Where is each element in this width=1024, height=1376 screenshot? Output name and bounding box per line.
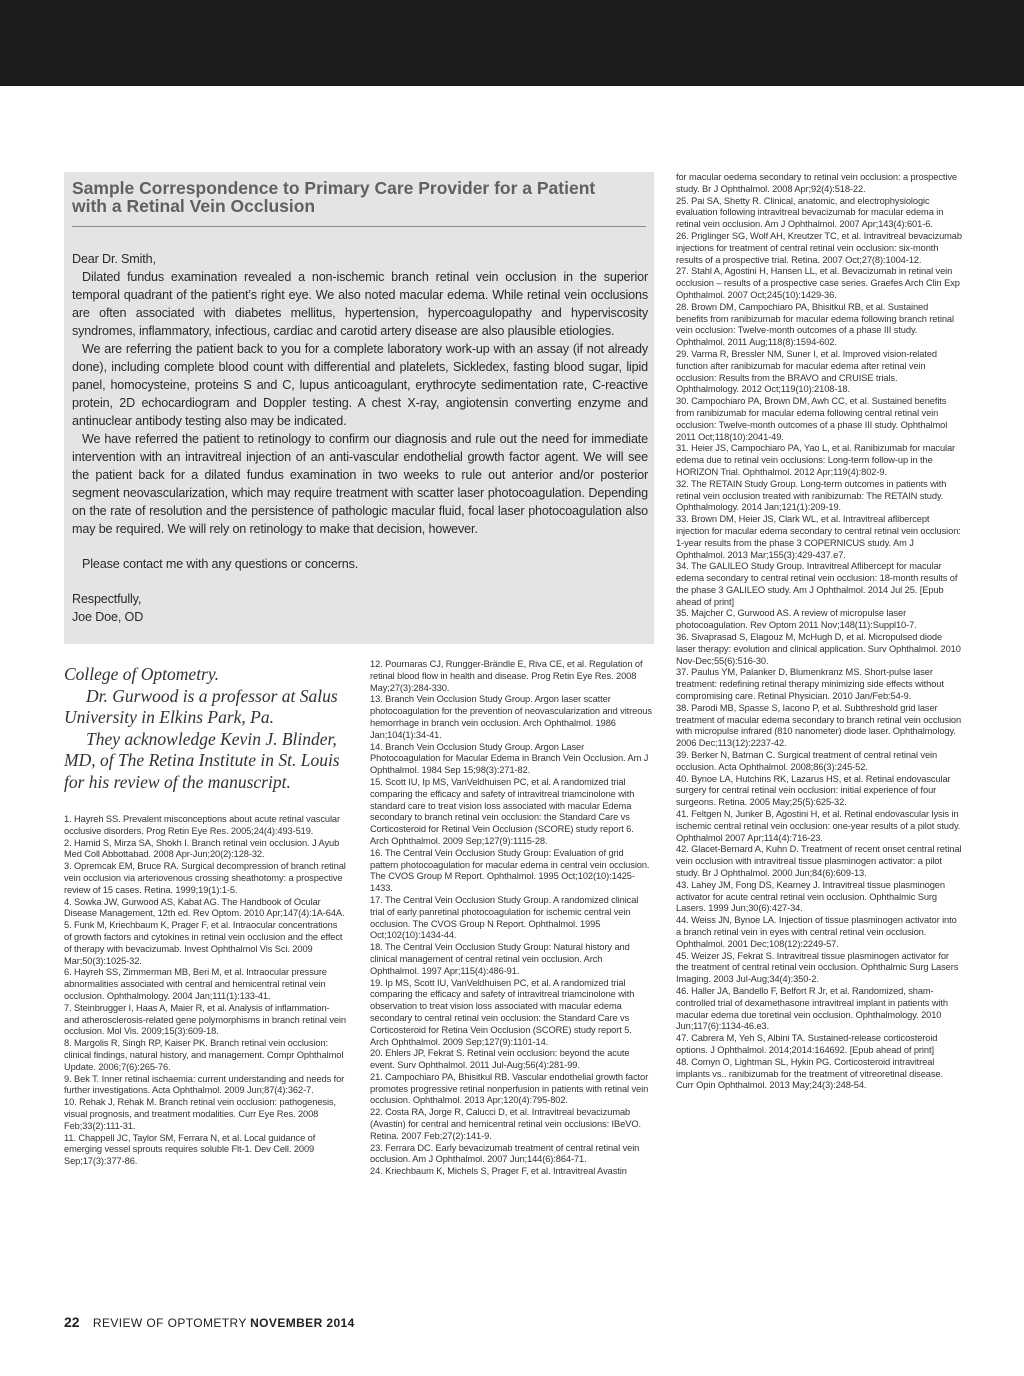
reference-item: 19. Ip MS, Scott IU, VanVeldhuisen PC, et al. A randomized trial comparing the efficacy and safety of intravitreal triamcinolone with observation to treat vision loss associated with macular edema secondary to central retinal vein occlusion: the Standard Care vs Corticosteroid for Retina Vein Occlusion (SCORE) study report 5. Arch Ophthalmol. 2009 Sep;127(9):1101-14. <box>370 977 635 1047</box>
author-affiliation-note <box>64 664 354 793</box>
sidebar-divider <box>72 226 646 227</box>
publication-name: REVIEW OF OPTOMETRY <box>92 1316 247 1330</box>
reference-item: 35. Majcher C, Gurwood AS. A review of micropulse laser photocoagulation. Rev Optom 2011 Nov;148(11):Suppl10-7. <box>676 608 917 631</box>
reference-item: 10. Rehak J, Rehak M. Branch retinal vein occlusion: pathogenesis, visual prognosis, and treatment modalities. Curr Eye Res. 2008 Feb;33(2):111-31. <box>64 1097 336 1131</box>
sample-letter-sidebar <box>64 172 654 644</box>
reference-item: 43. Lahey JM, Fong DS, Kearney J. Intravitreal tissue plasminogen activator for acute central retinal vein occlusion. Ophthalmic Surg Lasers. 1999 Jun;30(6):427-34. <box>676 879 945 914</box>
reference-item: 33. Brown DM, Heier JS, Clark WL, et al. Intravitreal aflibercept injection for macular edema secondary to central retinal vein occlusion: 1-year results from the phase 3 COPERNICUS study. Am J Ophthalmol. 2013 Mar;155(3):429-437.e7. <box>676 514 961 560</box>
reference-item: 48. Comyn O, Lightman SL, Hykin PG. Corticosteroid intravitreal implants vs.. ranibizumab for the treatment of vitreoretinal disease. Curr Opin Ophthalmol. 2013 May;24(3):248-54. <box>676 1056 943 1091</box>
letter-closing-request: Please contact me with any questions or concerns. <box>82 557 359 571</box>
affiliation-line: Dr. Gurwood is a professor at Salus University in Elkins Park, Pa. <box>64 685 338 727</box>
letter-paragraph: We have referred the patient to retinology to confirm our diagnosis and rule out the need for immediate intervention with an intravitreal injection of an anti-vascular endothelial growth factor agent. We will see the patient back for a dilated fundus examination in two weeks to rule out anterior and/or posterior segment neovascularization, which may require treatment with scatter laser photocoagulation. Depending on the rate of resolution and the persistence of pathologic macular fluid, focal laser photocoagulation also may be required. We will rely on retinology to make that decision, however. <box>72 432 648 536</box>
reference-item: 34. The GALILEO Study Group. Intravitreal Aflibercept for macular edema secondary to central retinal vein occlusion: 18-month results of the phase 3 GALILEO study. Am J Ophthalmol. 2014 Jul 25. [Epub ahead of print] <box>676 561 958 607</box>
sidebar-title: Sample Correspondence to Primary Care Provider for a Patient with a Retinal Vein Occlusion <box>72 178 596 216</box>
top-header-bar <box>0 0 1024 86</box>
reference-item: 44. Weiss JN, Bynoe LA. Injection of tissue plasminogen activator into a branch retinal vein in eyes with central retinal vein occlusion. Ophthalmol. 2001 Dec;108(12):2249-57. <box>676 915 957 949</box>
reference-item: 14. Branch Vein Occlusion Study Group. Argon Laser Photocoagulation for Macular Edema in Branch Vein Occlusion. Am J Ophthalmol. 1984 Sep 15;98(3):271-82. <box>370 741 649 776</box>
reference-item: 20. Ehlers JP, Fekrat S. Retinal vein occlusion: beyond the acute event. Surv Ophthalmol. 2011 Jul-Aug;56(4):281-99. <box>370 1048 630 1071</box>
reference-item: 26. Priglinger SG, Wolf AH, Kreutzer TC, et al. Intravitreal bevacizumab injections for treatment of central retinal vein occlusion: six-month results of a prospective trial. Retina. 2007 Oct;27(8):1004-12. <box>676 230 962 265</box>
reference-item: 40. Bynoe LA, Hutchins RK, Lazarus HS, et al. Retinal endovascular surgery for central retinal vein occlusion: initial experience of four surgeons. Retina. 2005 May;25(5):625-32. <box>676 773 951 808</box>
reference-item: 17. The Central Vein Occlusion Study Group. A randomized clinical trial of early panretinal photocoagulation for ischemic central vein occlusion. The CVOS Group N Report. Ophthalmol. 1995 Oct;102(10):1434-44. <box>370 894 639 941</box>
affiliation-line: College of Optometry. <box>64 664 220 684</box>
reference-item: 21. Campochiaro PA, Bhisitkul RB. Vascular endothelial growth factor promotes progressive retinal nonperfusion in patients with retinal vein occlusion. Ophthalmol. 2013 Apr;120(4):795-802. <box>370 1071 649 1106</box>
reference-item: 23. Ferrara DC. Early bevacizumab treatment of central retinal vein occlusion. Am J Ophthalmol. 2007 Jun;144(6):864-71. <box>370 1142 640 1165</box>
reference-item: 12. Pournaras CJ, Rungger-Brändle E, Riva CE, et al. Regulation of retinal blood flow in health and disease. Prog Retin Eye Res. 2008 May;27(3):284-330. <box>370 659 643 693</box>
reference-item: 36. Sivaprasad S, Elagouz M, McHugh D, et al. Micropulsed diode laser therapy: evolution and clinical application. Surv Ophthalmol. 2010 Nov-Dec;55(6):516-30. <box>676 632 961 666</box>
reference-item: 6. Hayreh SS, Zimmerman MB, Beri M, et al. Intraocular pressure abnormalities associated with central and hemicentral retinal vein occlusion. Ophthalmology. 2004 Jan;111(1):133-41. <box>64 967 327 1001</box>
reference-item: 13. Branch Vein Occlusion Study Group. Argon laser scatter photocoagulation for the prevention of neovascularization and vitreous hemorrhage in branch vein occlusion. Arch Ophthalmol. 1986 Jan;104(1):34-41. <box>370 694 652 740</box>
reference-item: 11. Chappell JC, Taylor SM, Ferrara N, et al. Local guidance of emerging vessel sprouts requires soluble Flt-1. Dev Cell. 2009 Sep;17(3):377-86. <box>64 1132 316 1167</box>
letter-salutation: Dear Dr. Smith, <box>72 252 156 266</box>
page-number: 22 <box>64 1314 80 1330</box>
letter-paragraph: We are referring the patient back to you for a complete laboratory work-up with an assay (if not already done), including complete blood count with differential and platelets, Sickledex, fasting blood sugar, lipid panel, homocysteine, proteins S and C, lupus anticoagulant, erythrocyte sedimentation rate, C-reactive protein, 2D echocardiogram and Doppler testing. A chest X-ray, angiotensin converting enzyme and antinuclear antibody testing also may be indicated. <box>72 342 648 428</box>
reference-item: 4. Sowka JW, Gurwood AS, Kabat AG. The Handbook of Ocular Disease Management, 12th ed. Rev Optom. 2010 Apr;147(4):1A-64A. <box>64 896 345 919</box>
acknowledgement-line: They acknowledge Kevin J. Blinder, MD, of The Retina Institute in St. Louis for his review of the manuscript. <box>64 728 340 792</box>
reference-item: 9. Bek T. Inner retinal ischaemia: current understanding and needs for further investigations. Acta Ophthalmol. 2009 Jun;87(4):362-7. <box>64 1073 345 1096</box>
issue-date: NOVEMBER 2014 <box>250 1316 355 1330</box>
reference-item: 30. Campochiaro PA, Brown DM, Awh CC, et al. Sustained benefits from ranibizumab for macular edema following central retinal vein occlusion: Twelve-month outcomes of a phase III study. Ophthalmol 2011 Oct;118(10):2041-49. <box>676 396 948 442</box>
reference-item: 2. Hamid S, Mirza SA, Shokh I. Branch retinal vein occlusion. J Ayub Med Coll Abbottabad. 2008 Apr-Jun;20(2):128-32. <box>64 837 340 860</box>
reference-item: 24. Kriechbaum K, Michels S, Prager F, et al. Intravitreal Avastin <box>370 1166 627 1177</box>
page-footer <box>64 1314 355 1330</box>
references-column-middle <box>370 659 652 1178</box>
reference-item: 46. Haller JA, Bandello F, Belfort R Jr, et al. Randomized, sham-controlled trial of dexamethasone intravitreal implant in patients with macular edema due toretinal vein occlusion. Ophthalmology. 2010 Jun;117(6):1134-46.e3. <box>676 985 948 1032</box>
letter-signature: Joe Doe, OD <box>72 610 144 624</box>
references-column-right <box>676 172 962 1092</box>
reference-item: 45. Weizer JS, Fekrat S. Intravitreal tissue plasminogen activator for the treatment of central retinal vein occlusion. Ophthalmic Surg Lasers Imaging. 2003 Jul-Aug;34(4):350-2. <box>676 950 959 985</box>
reference-item: 18. The Central Vein Occlusion Study Group: Natural history and clinical management of central retinal vein occlusion. Arch Ophthalmol. 1997 Apr;115(4):486-91. <box>370 942 630 976</box>
reference-item: 1. Hayreh SS. Prevalent misconceptions about acute retinal vascular occlusive disorders. Prog Retin Eye Res. 2005;24(4):493-519. <box>64 814 340 836</box>
reference-item: 31. Heier JS, Campochiaro PA, Yao L, et al. Ranibizumab for macular edema due to retinal vein occlusions: Long-term follow-up in the HORIZON Trial. Ophthalmol. 2012 Apr;119(4):802-9. <box>676 443 956 477</box>
reference-item: 41. Feltgen N, Junker B, Agostini H, et al. Retinal endovascular lysis in ischemic central retinal vein occlusion: one-year results of a pilot study. Ophthalmol 2007 Apr;114(4):716-23. <box>676 809 961 843</box>
reference-item: 3. Opremcak EM, Bruce RA. Surgical decompression of branch retinal vein occlusion via arteriovenous crossing sheathotomy: a prospective review of 15 cases. Retina. 1999;19(1):1-5. <box>64 861 346 895</box>
reference-item: 7. Steinbrugger I, Haas A, Maier R, et al. Analysis of inflammation- and atherosclerosis-related gene polymorphisms in branch retinal vein occlusion. Mol Vis. 2009;15(3):609-18. <box>64 1002 346 1037</box>
reference-item: 38. Parodi MB, Spasse S, Iacono P, et al. Subthreshold grid laser treatment of macular edema secondary to branch retinal vein occlusion with micropulse infrared (810 nanometer) diode laser. Ophthalmology. 2006 Dec;113(12):2237-42. <box>676 702 962 749</box>
reference-item: 29. Varma R, Bressler NM, Suner I, et al. Improved vision-related function after ranibizumab for macular edema after retinal vein occlusion: Results from the BRAVO and CRUISE trials. Ophthalmology. 2012 Oct;119(10):2108-18. <box>676 348 937 395</box>
references-column-left <box>64 814 346 1168</box>
reference-item: 47. Cabrera M, Yeh S, Albini TA. Sustained-release corticosteroid options. J Ophthalmol. 2014;2014:164692. [Epub ahead of print] <box>676 1033 938 1055</box>
sample-letter <box>72 250 648 626</box>
reference-item: 27. Stahl A, Agostini H, Hansen LL, et al. Bevacizumab in retinal vein occlusion – results of a prospective case series. Graefes Arch Clin Exp Ophthalmol. 2007 Oct;245(10):1429-36. <box>676 266 960 300</box>
reference-item: 42. Glacet-Bernard A, Kuhn D. Treatment of recent onset central retinal vein occlusion with intravitreal tissue plasminogen activator: a pilot study. Br J Ophthalmol. 2000 Jun;84(6):609-13. <box>676 844 962 879</box>
reference-item: 39. Berker N, Batman C. Surgical treatment of central retinal vein occlusion. Acta Ophthalmol. 2008;86(3):245-52. <box>676 750 938 772</box>
reference-item: 16. The Central Vein Occlusion Study Group: Evaluation of grid pattern photocoagulation for macular edema in central vein occlusion. The CVOS Group M Report. Ophthalmol. 1995 Oct;102(10):1425-1433. <box>370 847 650 894</box>
reference-item: 25. Pai SA, Shetty R. Clinical, anatomic, and electrophysiologic evaluation following intravitreal bevacizumab for macular edema in retinal vein occlusion. Am J Ophthalmol. 2007 Apr;143(4):601-6. <box>676 195 944 230</box>
reference-item: for macular oedema secondary to retinal vein occlusion: a prospective study. Br J Ophthalmol. 2008 Apr;92(4):518-22. <box>676 172 957 194</box>
reference-item: 8. Margolis R, Singh RP, Kaiser PK. Branch retinal vein occlusion: clinical findings, natural history, and management. Compr Ophthalmol Update. 2006;7(6):265-76. <box>64 1038 344 1072</box>
reference-item: 15. Scott IU, Ip MS, VanVeldhuisen PC, et al. A randomized trial comparing the efficacy and safety of intravitreal triamcinolone with standard care to treat vision loss associated with macular Edema secondary to branch retinal vein occlusion: the Standard Care vs Corticosteroid for Retinal Vein Occlusion (SCORE) study report 6. Arch Ophthalmol. 2009 Sep;127(9):1115-28. <box>370 776 635 846</box>
reference-item: 28. Brown DM, Campochiaro PA, Bhisitkul RB, et al. Sustained benefits from ranibizumab for macular edema following branch retinal vein occlusion: Twelve-month outcomes of a phase III study. Ophthalmol. 2011 Aug;118(8):1594-602. <box>676 301 954 348</box>
reference-item: 32. The RETAIN Study Group. Long-term outcomes in patients with retinal vein occlusion treated with ranibizumab: The RETAIN study. Ophthalmology. 2014 Jan;121(1):209-19. <box>676 478 947 513</box>
letter-paragraph: Dilated fundus examination revealed a non-ischemic branch retinal vein occlusion in the superior temporal quadrant of the patient’s right eye. We also noted macular edema. While retinal vein occlusions are often associated with diabetes mellitus, hypertension, hypercoagulopathy and hyperviscosity syndromes, inflammatory, infectious, cardiac and carotid artery disease are also plausible etiologies. <box>72 270 648 338</box>
letter-signoff: Respectfully, <box>72 592 142 606</box>
reference-item: 5. Funk M, Kriechbaum K, Prager F, et al. Intraocular concentrations of growth factors and cytokines in retinal vein occlusion and the effect of therapy with bevacizumab. Invest Ophthalmol Vis Sci. 2009 Mar;50(3):1025-32. <box>64 920 343 966</box>
reference-item: 37. Paulus YM, Palanker D, Blumenkranz MS. Short-pulse laser treatment: redefining retinal therapy minimizing side effects without compromising care. Retinal Physician. 2010 Jan/Feb:54-9. <box>676 667 944 702</box>
reference-item: 22. Costa RA, Jorge R, Calucci D, et al. Intravitreal bevacizumab (Avastin) for central and hemicentral retinal vein occlusions: IBeVO. Retina. 2007 Feb;27(2):141-9. <box>370 1107 641 1141</box>
